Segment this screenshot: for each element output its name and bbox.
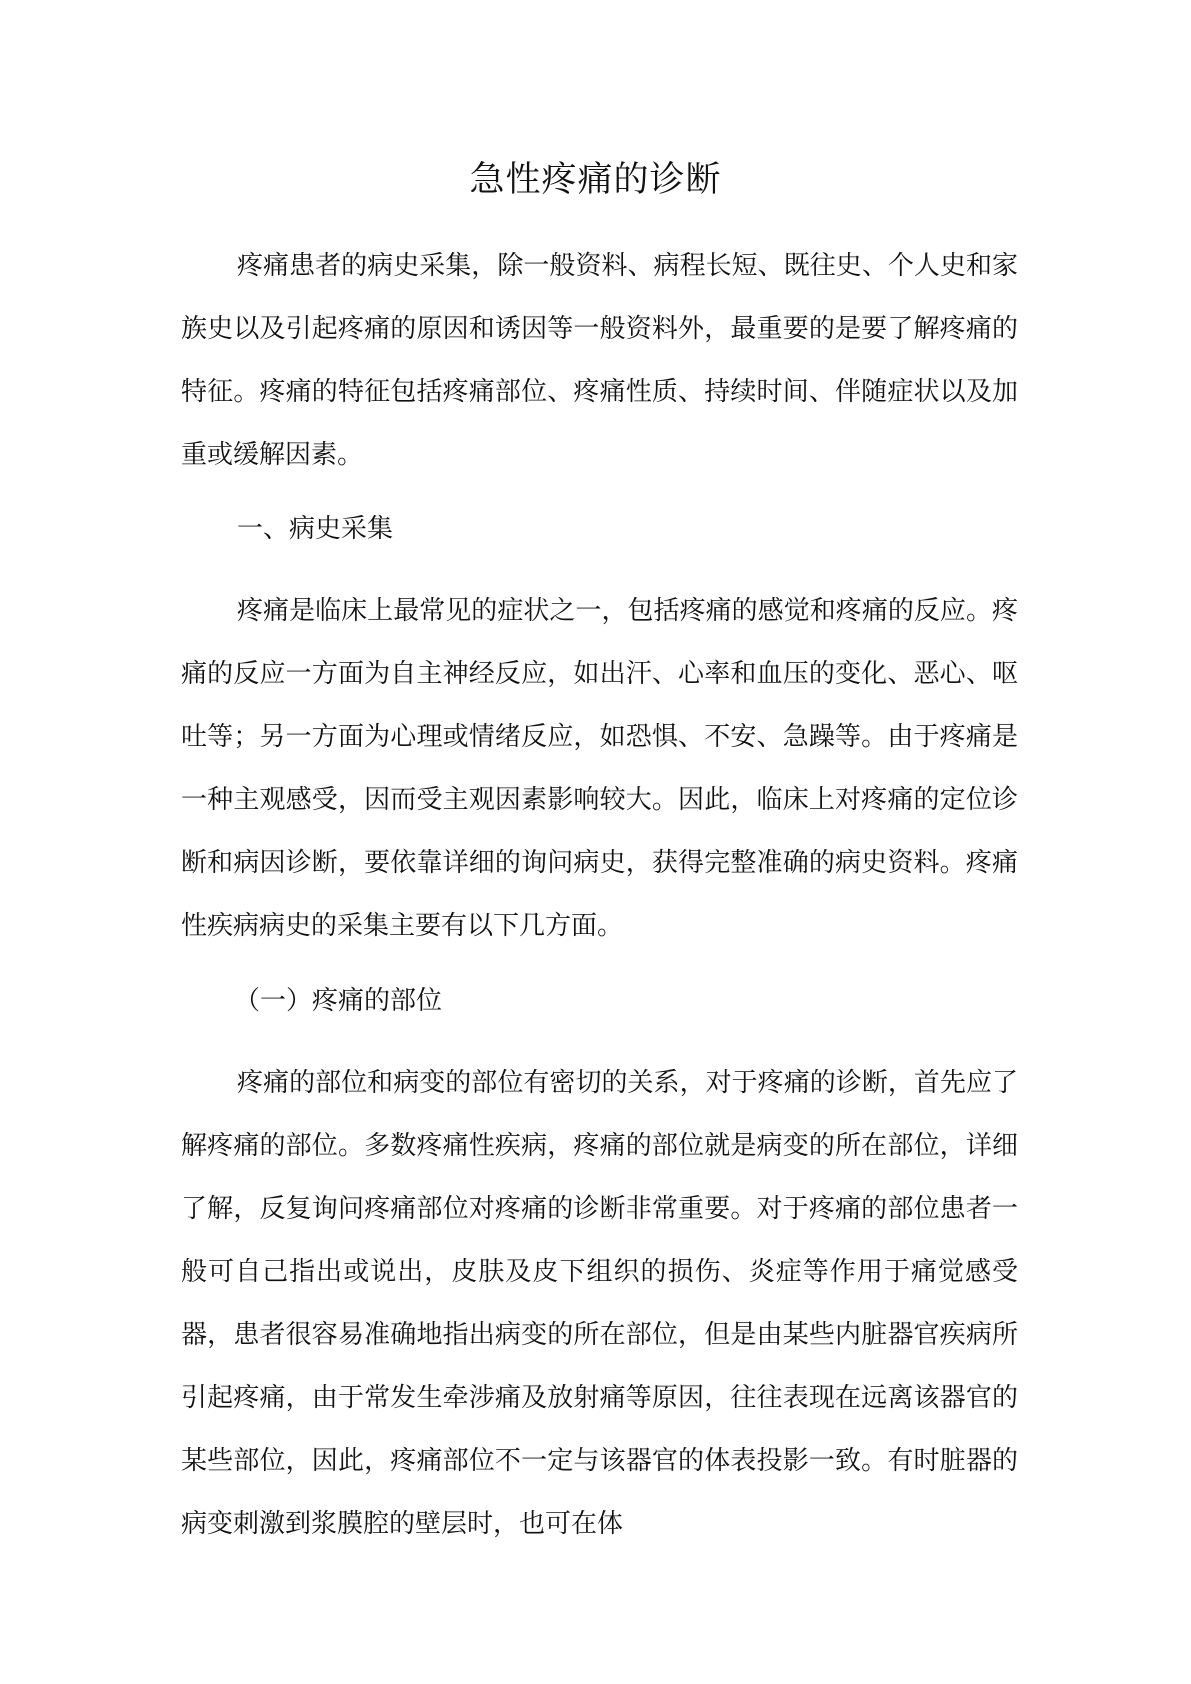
section-heading-history-collection: 一、病史采集 xyxy=(237,514,394,544)
paragraph-pain-location: 疼痛的部位和病变的部位有密切的关系，对于疼痛的诊断，首先应了解疼痛的部位。多数疼痛性疾病，疼痛的部位就是病变的所在部位，详细了解，反复询问疼痛部位对疼痛的诊断非常重要。对于疼痛的部位患者一般可自己指出或说出，皮肤及皮下组织的损伤、炎症等作用于痛觉感受器，患者很容易准确地指出病变的所在部位，但是由某些内脏器官疾病所引起疼痛，由于常发生牵涉痛及放射痛等原因，往往表现在远离该器官的某些部位，因此，疼痛部位不一定与该器官的体表投影一致。有时脏器的病变刺激到浆膜腔的壁层时，也可在体 xyxy=(181,1068,1018,1539)
paragraph-intro: 疼痛患者的病史采集，除一般资料、病程长短、既往史、个人史和家族史以及引起疼痛的原因和诱因等一般资料外，最重要的是要了解疼痛的特征。疼痛的特征包括疼痛部位、疼痛性质、持续时间、伴随症状以及加重或缓解因素。 xyxy=(181,251,1018,470)
paragraph-pain-symptom: 疼痛是临床上最常见的症状之一，包括疼痛的感觉和疼痛的反应。疼痛的反应一方面为自主神经反应，如出汗、心率和血压的变化、恶心、呕吐等；另一方面为心理或情绪反应，如恐惧、不安、急躁等。由于疼痛是一种主观感受，因而受主观因素影响较大。因此，临床上对疼痛的定位诊断和病因诊断，要依靠详细的询问病史，获得完整准确的病史资料。疼痛性疾病病史的采集主要有以下几方面。 xyxy=(181,596,1018,941)
document-title: 急性疼痛的诊断 xyxy=(469,160,722,200)
subsection-heading-pain-location: （一）疼痛的部位 xyxy=(234,986,443,1016)
